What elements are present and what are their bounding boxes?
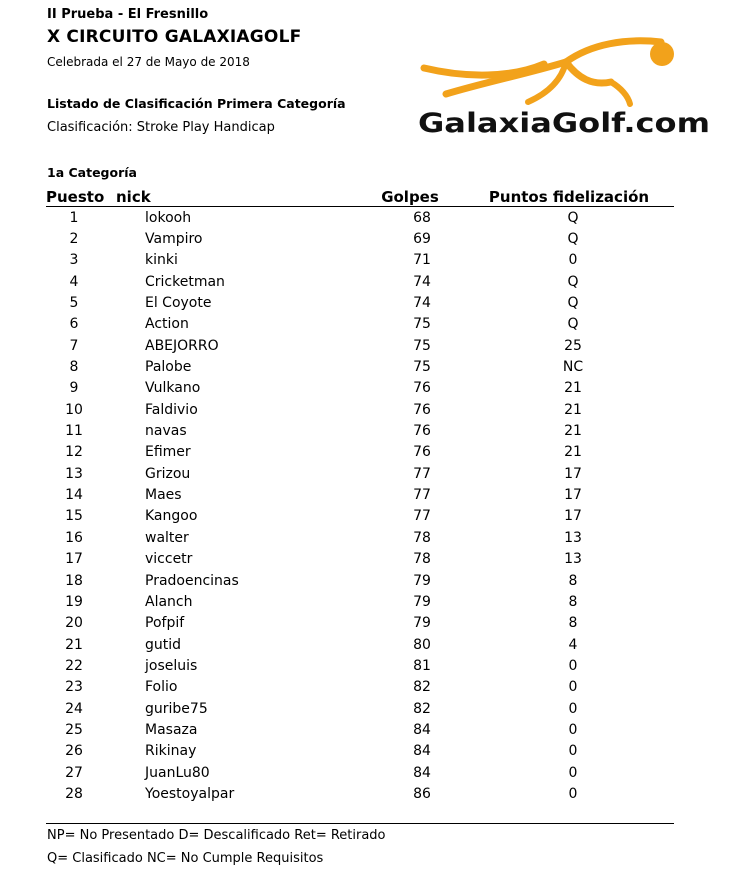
cell-golpes: 69 [413, 231, 431, 248]
cell-puntos: 25 [564, 337, 582, 354]
cell-puesto: 15 [65, 508, 83, 525]
cell-puesto: 14 [65, 487, 83, 504]
cell-golpes: 84 [413, 764, 431, 781]
table-row [46, 292, 674, 313]
table-row [46, 228, 674, 249]
table-row [46, 335, 674, 356]
cell-puesto: 22 [65, 657, 83, 674]
cell-nick: Cricketman [145, 273, 225, 290]
cell-puntos: 0 [568, 785, 578, 802]
column-header-puntos: Puntos fidelización [464, 186, 674, 207]
cell-puntos: 8 [568, 615, 578, 632]
cell-golpes: 82 [413, 700, 431, 717]
table-row [46, 570, 674, 591]
cell-puesto: 4 [69, 273, 79, 290]
cell-golpes: 75 [413, 316, 431, 333]
cell-nick: Grizou [145, 465, 191, 482]
cell-puntos: Q [567, 231, 579, 248]
table-row [46, 250, 674, 271]
cell-puesto: 6 [69, 316, 79, 333]
cell-puesto: 24 [65, 700, 83, 717]
table-row [46, 527, 674, 548]
cell-golpes: 74 [413, 295, 431, 312]
cell-golpes: 76 [413, 380, 431, 397]
table-row [46, 314, 674, 335]
cell-puesto: 27 [65, 764, 83, 781]
cell-puesto: 17 [65, 551, 83, 568]
cell-puntos: 21 [564, 401, 582, 418]
cell-puesto: 11 [65, 423, 83, 440]
cell-puntos: 4 [568, 636, 578, 653]
logo-wordmark: GalaxiaGolf.com [418, 108, 710, 139]
cell-puntos: 0 [568, 721, 578, 738]
footer-divider [46, 823, 674, 824]
cell-nick: Rikinay [145, 743, 197, 760]
cell-puntos: 21 [564, 423, 582, 440]
cell-puntos: 0 [568, 743, 578, 760]
category-title: 1a Categoría [47, 165, 137, 180]
cell-nick: Palobe [145, 359, 192, 376]
cell-golpes: 77 [413, 487, 431, 504]
cell-puntos: 17 [564, 487, 582, 504]
table-row [46, 591, 674, 612]
cell-puesto: 12 [65, 444, 83, 461]
cell-puntos: 8 [568, 572, 578, 589]
cell-puesto: 8 [69, 359, 79, 376]
cell-puesto: 1 [69, 209, 79, 226]
cell-puesto: 21 [65, 636, 83, 653]
cell-nick: Faldivio [145, 401, 198, 418]
table-row [46, 634, 674, 655]
table-row [46, 378, 674, 399]
cell-puesto: 9 [69, 380, 79, 397]
table-row [46, 207, 674, 229]
table-row [46, 271, 674, 292]
cell-puesto: 10 [65, 401, 83, 418]
cell-golpes: 77 [413, 465, 431, 482]
cell-golpes: 80 [413, 636, 431, 653]
cell-nick: Pofpif [145, 615, 185, 632]
column-header-golpes: Golpes [356, 186, 464, 207]
cell-golpes: 76 [413, 423, 431, 440]
cell-puntos: 13 [564, 529, 582, 546]
cell-nick: Vampiro [145, 231, 203, 248]
table-row [46, 549, 674, 570]
cell-nick: Maes [145, 487, 182, 504]
cell-puesto: 25 [65, 721, 83, 738]
cell-nick: viccetr [145, 551, 193, 568]
cell-nick: JuanLu80 [145, 764, 210, 781]
cell-puesto: 20 [65, 615, 83, 632]
table-header-row [46, 186, 674, 207]
cell-golpes: 79 [413, 615, 431, 632]
table-row [46, 506, 674, 527]
cell-nick: walter [145, 529, 189, 546]
cell-nick: Masaza [145, 721, 198, 738]
table-row [46, 698, 674, 719]
table-row [46, 719, 674, 740]
cell-puntos: 0 [568, 252, 578, 269]
cell-nick: Yoestoyalpar [145, 785, 235, 802]
cell-golpes: 78 [413, 551, 431, 568]
cell-puntos: 8 [568, 593, 578, 610]
table-row [46, 484, 674, 505]
cell-puntos: 0 [568, 679, 578, 696]
table-row [46, 399, 674, 420]
cell-nick: ABEJORRO [145, 337, 219, 354]
listing-title: Listado de Clasificación Primera Categoría [47, 96, 346, 111]
cell-puesto: 16 [65, 529, 83, 546]
cell-puntos: 0 [568, 657, 578, 674]
table-row [46, 613, 674, 634]
cell-golpes: 76 [413, 444, 431, 461]
cell-puesto: 23 [65, 679, 83, 696]
cell-puntos: Q [567, 209, 579, 226]
cell-nick: Alanch [145, 593, 193, 610]
table-row [46, 677, 674, 698]
cell-nick: Vulkano [145, 380, 201, 397]
cell-nick: El Coyote [145, 295, 212, 312]
table-row [46, 655, 674, 676]
table-row [46, 442, 674, 463]
golfer-swing-icon [424, 41, 674, 104]
cell-nick: Folio [145, 679, 178, 696]
cell-puesto: 2 [69, 231, 79, 248]
cell-golpes: 68 [413, 209, 431, 226]
cell-puntos: 0 [568, 700, 578, 717]
table-row [46, 463, 674, 484]
cell-nick: kinki [145, 252, 178, 269]
cell-golpes: 77 [413, 508, 431, 525]
event-name: II Prueba - El Fresnillo [47, 7, 209, 22]
cell-golpes: 81 [413, 657, 431, 674]
cell-golpes: 75 [413, 359, 431, 376]
cell-puntos: 0 [568, 764, 578, 781]
cell-nick: Pradoencinas [145, 572, 239, 589]
cell-puesto: 19 [65, 593, 83, 610]
cell-puntos: 21 [564, 444, 582, 461]
cell-golpes: 79 [413, 593, 431, 610]
cell-puesto: 3 [69, 252, 79, 269]
cell-nick: Action [145, 316, 189, 333]
classification-type: Clasificación: Stroke Play Handicap [47, 120, 275, 135]
cell-golpes: 78 [413, 529, 431, 546]
cell-nick: navas [145, 423, 187, 440]
galaxiagolf-logo [416, 34, 712, 144]
cell-puesto: 28 [65, 785, 83, 802]
cell-nick: joseluis [145, 657, 198, 674]
cell-golpes: 75 [413, 337, 431, 354]
cell-nick: gutid [145, 636, 182, 653]
results-body [46, 207, 674, 805]
cell-golpes: 74 [413, 273, 431, 290]
cell-puesto: 18 [65, 572, 83, 589]
circuit-title: X CIRCUITO GALAXIAGOLF [47, 27, 302, 47]
cell-nick: guribe75 [145, 700, 208, 717]
cell-golpes: 82 [413, 679, 431, 696]
cell-puntos: 17 [564, 508, 582, 525]
cell-puntos: 21 [564, 380, 582, 397]
table-row [46, 762, 674, 783]
cell-nick: lokooh [145, 209, 192, 226]
cell-puntos: Q [567, 295, 579, 312]
table-row [46, 741, 674, 762]
cell-puesto: 7 [69, 337, 79, 354]
legend-line-1: NP= No Presentado D= Descalificado Ret= Retirado [47, 828, 386, 843]
event-date: Celebrada el 27 de Mayo de 2018 [47, 55, 250, 69]
column-header-puesto: Puesto [46, 186, 116, 207]
cell-nick: Efimer [145, 444, 191, 461]
table-row [46, 420, 674, 441]
table-row [46, 783, 674, 804]
cell-golpes: 84 [413, 721, 431, 738]
cell-puesto: 26 [65, 743, 83, 760]
cell-golpes: 76 [413, 401, 431, 418]
results-table [46, 186, 674, 805]
cell-nick: Kangoo [145, 508, 198, 525]
cell-golpes: 71 [413, 252, 431, 269]
cell-puntos: 17 [564, 465, 582, 482]
cell-golpes: 79 [413, 572, 431, 589]
cell-puesto: 5 [69, 295, 79, 312]
cell-puntos: Q [567, 316, 579, 333]
cell-puntos: Q [567, 273, 579, 290]
cell-puesto: 13 [65, 465, 83, 482]
cell-puntos: NC [562, 359, 584, 376]
cell-puntos: 13 [564, 551, 582, 568]
legend-line-2: Q= Clasificado NC= No Cumple Requisitos [47, 851, 324, 866]
cell-golpes: 86 [413, 785, 431, 802]
table-row [46, 356, 674, 377]
column-header-nick: nick [116, 186, 356, 207]
cell-golpes: 84 [413, 743, 431, 760]
